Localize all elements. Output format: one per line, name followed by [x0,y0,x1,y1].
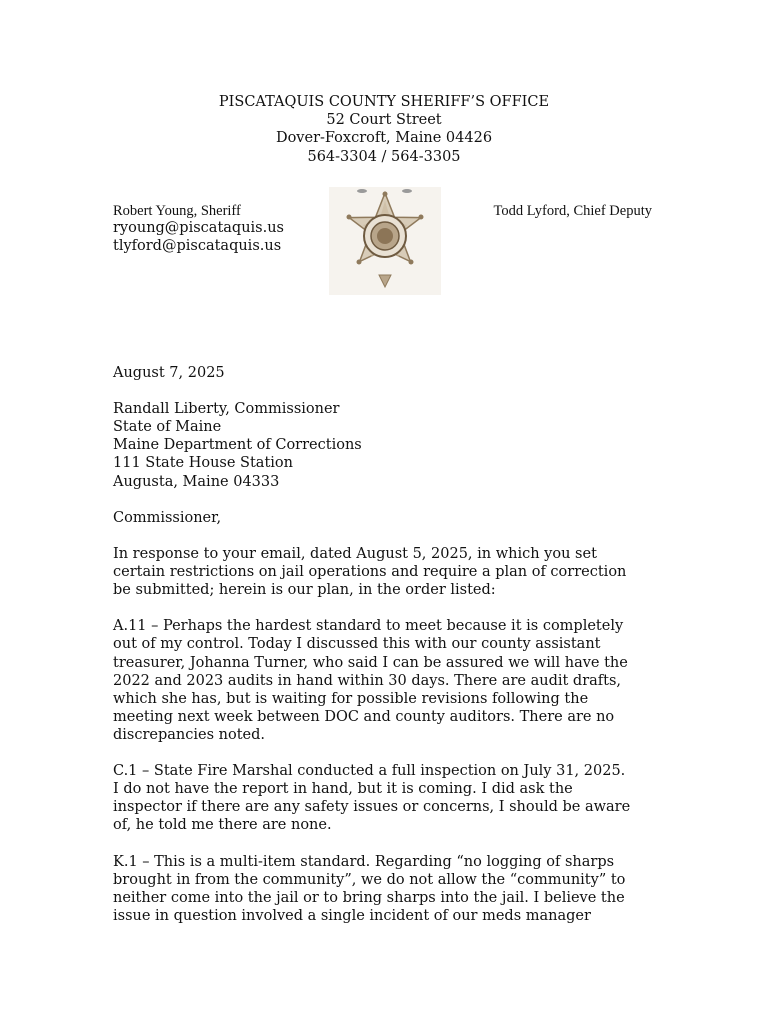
paragraph-a11: A.11 – Perhaps the hardest standard to meet because it is completely out of my control. Today I discussed this with our county assistant treasurer, Johanna Turner, who said I can be assured we will have the 2022 and 2023 audits in hand within 30 days. There are audit drafts, which she has, but is waiting for possible revisions following the meeting next week between DOC and county auditors. There are no discrepancies noted. [113,618,628,743]
recipient-line: State of Maine [113,419,222,436]
badge-mark-icon [402,189,412,193]
office-street: 52 Court Street [326,112,442,129]
office-city: Dover-Foxcroft, Maine 04426 [275,130,493,147]
letter-body [113,364,673,925]
office-phones: 564-3304 / 564-3305 [307,148,461,165]
badge-mark-icon [357,189,367,193]
recipient-address [113,400,673,490]
recipient-line: Randall Liberty, Commissioner [113,401,340,418]
recipient-line: Augusta, Maine 04333 [113,473,280,490]
sheriff-name: Robert Young, Sheriff [113,203,241,219]
paragraph-c1: C.1 – State Fire Marshal conducted a full inspection on July 31, 2025. I do not have the report in hand, but it is coming. I did ask the inspector if there are any safety issues or concerns, I should be aware of, he told me there are none. [113,763,631,834]
sheriff-email: ryoung@piscataquis.us [113,220,284,236]
letterhead [0,93,768,166]
letter-date: August 7, 2025 [113,365,225,381]
recipient-line: Maine Department of Corrections [113,437,362,454]
email-block [113,219,284,255]
office-name: PISCATAQUIS COUNTY SHERIFF’S OFFICE [218,94,550,110]
salutation: Commissioner, [113,509,222,526]
chief-deputy-name: Todd Lyford, Chief Deputy [493,203,652,219]
paragraph-intro: In response to your email, dated August 5, 2025, in which you set certain restrictions on jail operations and require a plan of correction be submitted; herein is our plan, in the order listed: [113,545,627,599]
sheriff-star-badge-icon [329,187,441,295]
paragraph-k1: K.1 – This is a multi-item standard. Regarding “no logging of sharps brought in from the community”, we do not allow the “community” to neither come into the jail or to bring sharps into the jail. I believe the issue in question involved a single incident of our meds manager [113,853,626,924]
recipient-line: 111 State House Station [113,455,293,472]
chief-deputy-email: tlyford@piscataquis.us [113,238,282,254]
